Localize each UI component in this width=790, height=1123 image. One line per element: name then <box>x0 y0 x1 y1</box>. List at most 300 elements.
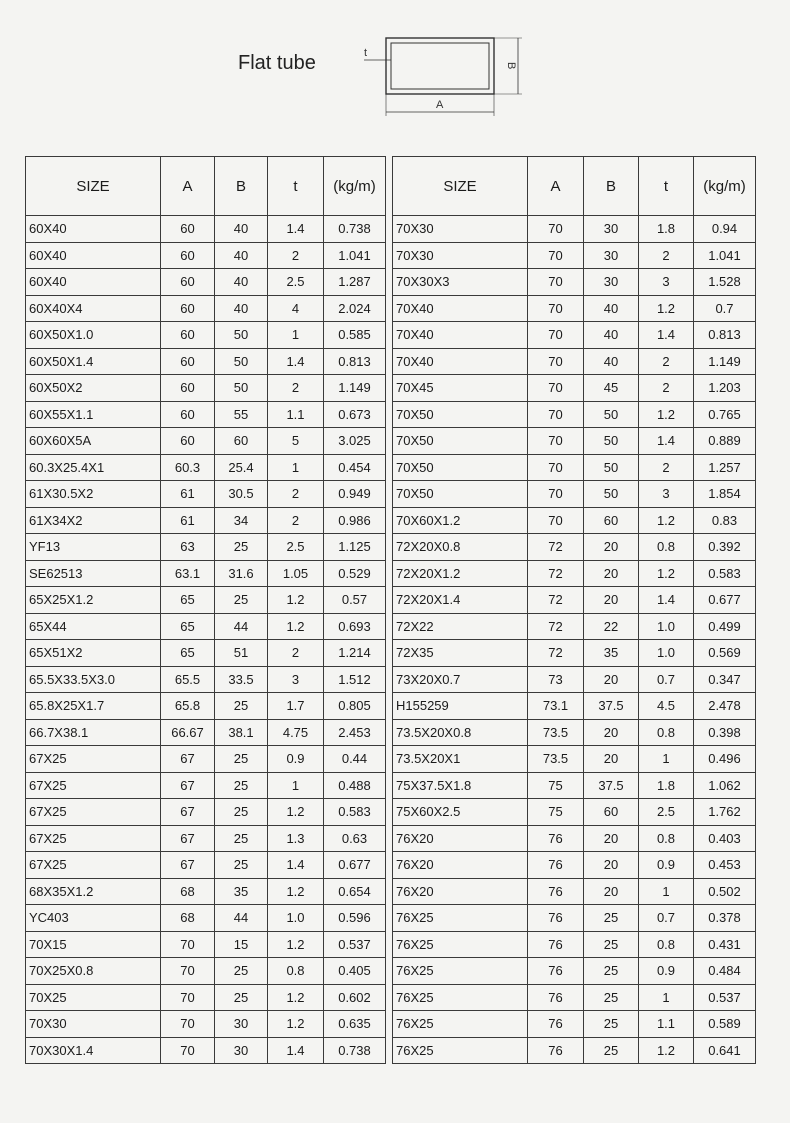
cell-weight: 0.529 <box>324 560 386 587</box>
cell-weight: 0.889 <box>694 428 756 455</box>
header-weight: (kg/m) <box>324 157 386 216</box>
cell-a: 65 <box>161 587 215 614</box>
table-row <box>26 693 386 720</box>
header-t: t <box>268 157 324 216</box>
cell-size: 72X35 <box>393 640 528 667</box>
diagram-label-t: t <box>364 47 368 59</box>
table-row <box>393 560 756 587</box>
cell-t: 0.8 <box>639 719 694 746</box>
cell-size: 73.5X20X1 <box>393 746 528 773</box>
cell-weight: 0.94 <box>694 216 756 243</box>
cell-size: 76X25 <box>393 984 528 1011</box>
cell-weight: 0.63 <box>324 825 386 852</box>
cell-b: 22 <box>584 613 639 640</box>
table-row <box>26 269 386 296</box>
cell-b: 20 <box>584 878 639 905</box>
cell-weight: 1.203 <box>694 375 756 402</box>
table-row <box>26 534 386 561</box>
cell-t: 1.4 <box>268 216 324 243</box>
cell-t: 1.0 <box>268 905 324 932</box>
cell-t: 1.2 <box>268 931 324 958</box>
cell-a: 76 <box>528 931 584 958</box>
cell-size: 65X25X1.2 <box>26 587 161 614</box>
cell-weight: 0.454 <box>324 454 386 481</box>
cell-a: 72 <box>528 613 584 640</box>
table-row <box>26 613 386 640</box>
table-row <box>26 958 386 985</box>
cell-b: 25 <box>215 825 268 852</box>
cell-a: 70 <box>161 1011 215 1038</box>
cell-weight: 2.453 <box>324 719 386 746</box>
cell-b: 15 <box>215 931 268 958</box>
cell-a: 70 <box>161 931 215 958</box>
cell-weight: 0.813 <box>324 348 386 375</box>
table-row <box>393 534 756 561</box>
cell-t: 1.4 <box>268 1037 324 1064</box>
cell-weight: 2.478 <box>694 693 756 720</box>
table-row <box>393 905 756 932</box>
cell-t: 1.0 <box>639 640 694 667</box>
cell-size: 68X35X1.2 <box>26 878 161 905</box>
cell-size: 65.8X25X1.7 <box>26 693 161 720</box>
table-row <box>393 507 756 534</box>
cell-size: 70X40 <box>393 322 528 349</box>
cell-t: 1.2 <box>268 1011 324 1038</box>
cell-weight: 0.502 <box>694 878 756 905</box>
table-row <box>393 613 756 640</box>
cell-t: 0.9 <box>639 852 694 879</box>
cell-b: 30 <box>584 269 639 296</box>
cell-b: 31.6 <box>215 560 268 587</box>
cell-t: 1.2 <box>639 1037 694 1064</box>
cell-weight: 0.499 <box>694 613 756 640</box>
cell-b: 20 <box>584 825 639 852</box>
cell-b: 25 <box>584 1037 639 1064</box>
cell-t: 2.5 <box>268 534 324 561</box>
cell-weight: 0.805 <box>324 693 386 720</box>
table-header-row <box>393 157 756 216</box>
cell-b: 44 <box>215 905 268 932</box>
cell-a: 76 <box>528 852 584 879</box>
cell-t: 5 <box>268 428 324 455</box>
cell-size: 72X22 <box>393 613 528 640</box>
cell-a: 76 <box>528 1011 584 1038</box>
cell-a: 72 <box>528 560 584 587</box>
cell-t: 1.2 <box>639 295 694 322</box>
cell-t: 3 <box>639 269 694 296</box>
cell-size: 72X20X1.4 <box>393 587 528 614</box>
cell-weight: 1.214 <box>324 640 386 667</box>
cell-t: 1.05 <box>268 560 324 587</box>
cell-b: 30 <box>215 1037 268 1064</box>
cell-weight: 0.496 <box>694 746 756 773</box>
cell-a: 67 <box>161 799 215 826</box>
cell-weight: 0.693 <box>324 613 386 640</box>
cell-b: 40 <box>215 295 268 322</box>
cell-size: 76X20 <box>393 825 528 852</box>
cell-weight: 0.378 <box>694 905 756 932</box>
diagram-label-b: B <box>505 62 517 70</box>
cell-t: 1.4 <box>639 322 694 349</box>
cell-b: 50 <box>215 348 268 375</box>
table-row <box>26 1011 386 1038</box>
cell-a: 68 <box>161 878 215 905</box>
cell-weight: 0.44 <box>324 746 386 773</box>
table-row <box>26 799 386 826</box>
cell-b: 25 <box>215 772 268 799</box>
cell-b: 25.4 <box>215 454 268 481</box>
cell-size: 70X50 <box>393 428 528 455</box>
cell-t: 2 <box>639 242 694 269</box>
cell-weight: 3.025 <box>324 428 386 455</box>
cell-a: 63 <box>161 534 215 561</box>
cell-size: 70X30X1.4 <box>26 1037 161 1064</box>
cell-weight: 0.583 <box>324 799 386 826</box>
cell-a: 70 <box>528 507 584 534</box>
cell-a: 72 <box>528 640 584 667</box>
table-row <box>26 454 386 481</box>
cell-t: 1.2 <box>268 984 324 1011</box>
cell-a: 60.3 <box>161 454 215 481</box>
cell-b: 51 <box>215 640 268 667</box>
cell-size: H155259 <box>393 693 528 720</box>
cell-a: 70 <box>161 958 215 985</box>
cell-b: 50 <box>584 428 639 455</box>
cell-size: YC403 <box>26 905 161 932</box>
cell-t: 1.4 <box>639 587 694 614</box>
cell-weight: 0.347 <box>694 666 756 693</box>
table-row <box>26 878 386 905</box>
cell-size: 70X30 <box>393 242 528 269</box>
cell-b: 33.5 <box>215 666 268 693</box>
cell-weight: 1.257 <box>694 454 756 481</box>
cell-a: 60 <box>161 348 215 375</box>
cell-weight: 0.738 <box>324 1037 386 1064</box>
cell-size: 65.5X33.5X3.0 <box>26 666 161 693</box>
cell-weight: 0.392 <box>694 534 756 561</box>
cell-weight: 0.677 <box>324 852 386 879</box>
table-row <box>393 454 756 481</box>
cell-b: 20 <box>584 587 639 614</box>
cell-b: 40 <box>584 322 639 349</box>
cell-weight: 0.537 <box>694 984 756 1011</box>
cell-weight: 0.403 <box>694 825 756 852</box>
cell-t: 2.5 <box>268 269 324 296</box>
cell-size: 70X15 <box>26 931 161 958</box>
cell-b: 55 <box>215 401 268 428</box>
cell-size: 70X30 <box>393 216 528 243</box>
cell-b: 25 <box>215 587 268 614</box>
header-weight: (kg/m) <box>694 157 756 216</box>
cell-weight: 0.673 <box>324 401 386 428</box>
cell-size: 72X20X0.8 <box>393 534 528 561</box>
cell-b: 30.5 <box>215 481 268 508</box>
table-row <box>393 640 756 667</box>
cell-size: 72X20X1.2 <box>393 560 528 587</box>
cell-size: 70X25 <box>26 984 161 1011</box>
cell-a: 60 <box>161 428 215 455</box>
cell-b: 34 <box>215 507 268 534</box>
cell-t: 1.2 <box>268 587 324 614</box>
cell-weight: 0.488 <box>324 772 386 799</box>
cell-b: 40 <box>215 269 268 296</box>
cell-t: 3 <box>639 481 694 508</box>
table-row <box>26 348 386 375</box>
header-a: A <box>528 157 584 216</box>
cell-size: 60X40 <box>26 269 161 296</box>
table-row <box>393 428 756 455</box>
cell-size: 76X25 <box>393 1011 528 1038</box>
table-row <box>393 322 756 349</box>
cell-a: 70 <box>161 984 215 1011</box>
table-row <box>393 719 756 746</box>
cell-t: 1 <box>268 772 324 799</box>
cell-a: 61 <box>161 507 215 534</box>
cell-size: 67X25 <box>26 825 161 852</box>
cell-weight: 0.569 <box>694 640 756 667</box>
cell-t: 1.1 <box>639 1011 694 1038</box>
table-row <box>26 746 386 773</box>
cell-a: 73.5 <box>528 719 584 746</box>
cell-size: 60X40 <box>26 216 161 243</box>
cell-size: 60X50X1.0 <box>26 322 161 349</box>
cell-weight: 0.537 <box>324 931 386 958</box>
table-row <box>26 984 386 1011</box>
cell-b: 50 <box>215 375 268 402</box>
cell-size: 70X40 <box>393 295 528 322</box>
cell-a: 70 <box>161 1037 215 1064</box>
cell-t: 4.75 <box>268 719 324 746</box>
cell-a: 76 <box>528 984 584 1011</box>
cell-weight: 0.583 <box>694 560 756 587</box>
table-row <box>26 905 386 932</box>
cell-t: 1.4 <box>268 348 324 375</box>
table-row <box>393 401 756 428</box>
cell-t: 1 <box>639 746 694 773</box>
table-row <box>26 216 386 243</box>
cell-t: 0.8 <box>639 931 694 958</box>
spec-table-left <box>25 156 386 1064</box>
cell-size: 70X50 <box>393 454 528 481</box>
cell-t: 2 <box>639 348 694 375</box>
tube-outer-outline <box>386 38 494 94</box>
cell-a: 73.1 <box>528 693 584 720</box>
cell-t: 1.0 <box>639 613 694 640</box>
cell-weight: 0.738 <box>324 216 386 243</box>
cell-b: 25 <box>584 1011 639 1038</box>
cell-b: 45 <box>584 375 639 402</box>
cell-b: 25 <box>584 984 639 1011</box>
cell-t: 1.2 <box>268 878 324 905</box>
cell-weight: 0.453 <box>694 852 756 879</box>
cell-a: 61 <box>161 481 215 508</box>
cell-a: 76 <box>528 878 584 905</box>
cell-b: 50 <box>584 481 639 508</box>
cell-a: 73 <box>528 666 584 693</box>
table-row <box>393 348 756 375</box>
cell-b: 25 <box>215 984 268 1011</box>
cell-t: 1 <box>268 454 324 481</box>
cell-t: 1.7 <box>268 693 324 720</box>
table-row <box>393 746 756 773</box>
cell-size: 70X40 <box>393 348 528 375</box>
cell-size: 65X44 <box>26 613 161 640</box>
cell-size: 76X20 <box>393 878 528 905</box>
cell-a: 70 <box>528 216 584 243</box>
table-row <box>393 375 756 402</box>
cell-t: 2.5 <box>639 799 694 826</box>
cell-t: 1 <box>268 322 324 349</box>
cell-t: 1.1 <box>268 401 324 428</box>
cell-a: 73.5 <box>528 746 584 773</box>
cell-size: 70X30 <box>26 1011 161 1038</box>
cell-size: 70X50 <box>393 481 528 508</box>
table-row <box>393 878 756 905</box>
header-b: B <box>215 157 268 216</box>
cell-weight: 1.062 <box>694 772 756 799</box>
cell-t: 0.8 <box>268 958 324 985</box>
diagram-label-a: A <box>436 99 444 111</box>
table-row <box>26 640 386 667</box>
cell-t: 1 <box>639 984 694 1011</box>
cell-weight: 1.512 <box>324 666 386 693</box>
cell-b: 37.5 <box>584 772 639 799</box>
cell-b: 25 <box>215 852 268 879</box>
cell-weight: 2.024 <box>324 295 386 322</box>
cell-b: 40 <box>215 242 268 269</box>
table-row <box>393 1037 756 1064</box>
cell-weight: 1.041 <box>324 242 386 269</box>
cell-a: 67 <box>161 825 215 852</box>
cell-weight: 0.654 <box>324 878 386 905</box>
cell-weight: 0.986 <box>324 507 386 534</box>
cell-b: 25 <box>584 931 639 958</box>
cell-a: 70 <box>528 295 584 322</box>
cell-a: 65 <box>161 640 215 667</box>
cell-b: 25 <box>215 799 268 826</box>
cell-b: 25 <box>215 693 268 720</box>
cell-size: 66.7X38.1 <box>26 719 161 746</box>
table-row <box>26 295 386 322</box>
cell-a: 60 <box>161 216 215 243</box>
spec-table-right <box>392 156 756 1064</box>
cell-weight: 0.585 <box>324 322 386 349</box>
table-row <box>26 666 386 693</box>
cell-b: 25 <box>584 905 639 932</box>
cell-t: 0.7 <box>639 666 694 693</box>
cell-size: 60X60X5A <box>26 428 161 455</box>
cell-size: 70X50 <box>393 401 528 428</box>
cell-size: 67X25 <box>26 746 161 773</box>
table-row <box>26 507 386 534</box>
cell-t: 4.5 <box>639 693 694 720</box>
cell-a: 70 <box>528 348 584 375</box>
cell-size: 76X25 <box>393 931 528 958</box>
cell-weight: 0.813 <box>694 322 756 349</box>
cell-weight: 1.149 <box>324 375 386 402</box>
cell-weight: 0.83 <box>694 507 756 534</box>
cell-weight: 0.57 <box>324 587 386 614</box>
cell-size: 61X30.5X2 <box>26 481 161 508</box>
cell-a: 67 <box>161 772 215 799</box>
cell-b: 37.5 <box>584 693 639 720</box>
cell-a: 70 <box>528 375 584 402</box>
cell-weight: 1.125 <box>324 534 386 561</box>
cell-size: 76X20 <box>393 852 528 879</box>
table-row <box>26 772 386 799</box>
cell-a: 60 <box>161 295 215 322</box>
cell-size: 76X25 <box>393 1037 528 1064</box>
cell-a: 66.67 <box>161 719 215 746</box>
cell-b: 60 <box>584 507 639 534</box>
cell-a: 75 <box>528 772 584 799</box>
header-a: A <box>161 157 215 216</box>
cell-weight: 0.765 <box>694 401 756 428</box>
cell-size: 60X55X1.1 <box>26 401 161 428</box>
cell-b: 30 <box>584 242 639 269</box>
table-row <box>393 242 756 269</box>
cell-t: 1.2 <box>639 507 694 534</box>
cell-a: 65.5 <box>161 666 215 693</box>
cell-weight: 0.398 <box>694 719 756 746</box>
cell-t: 2 <box>268 375 324 402</box>
cell-t: 4 <box>268 295 324 322</box>
cell-weight: 0.635 <box>324 1011 386 1038</box>
cell-b: 35 <box>584 640 639 667</box>
table-row <box>393 216 756 243</box>
cell-weight: 1.854 <box>694 481 756 508</box>
cell-t: 1.2 <box>639 401 694 428</box>
cell-t: 1 <box>639 878 694 905</box>
cell-b: 25 <box>215 746 268 773</box>
table-row <box>26 931 386 958</box>
cell-weight: 0.7 <box>694 295 756 322</box>
cell-t: 1.4 <box>268 852 324 879</box>
cell-a: 70 <box>528 428 584 455</box>
cell-a: 76 <box>528 1037 584 1064</box>
cell-weight: 0.602 <box>324 984 386 1011</box>
cell-t: 3 <box>268 666 324 693</box>
header-size: SIZE <box>26 157 161 216</box>
table-row <box>393 931 756 958</box>
cell-size: YF13 <box>26 534 161 561</box>
table-row <box>393 1011 756 1038</box>
cell-t: 0.9 <box>639 958 694 985</box>
cell-t: 0.9 <box>268 746 324 773</box>
cell-a: 68 <box>161 905 215 932</box>
cell-t: 2 <box>639 454 694 481</box>
cell-a: 72 <box>528 534 584 561</box>
cell-weight: 1.287 <box>324 269 386 296</box>
cell-b: 20 <box>584 534 639 561</box>
cell-t: 1.3 <box>268 825 324 852</box>
cell-t: 1.4 <box>639 428 694 455</box>
cell-a: 60 <box>161 401 215 428</box>
cell-size: 61X34X2 <box>26 507 161 534</box>
cell-b: 30 <box>215 1011 268 1038</box>
cell-size: 65X51X2 <box>26 640 161 667</box>
table-row <box>393 772 756 799</box>
cell-size: 70X30X3 <box>393 269 528 296</box>
cell-t: 2 <box>268 481 324 508</box>
header-size: SIZE <box>393 157 528 216</box>
cell-weight: 0.949 <box>324 481 386 508</box>
cell-b: 40 <box>584 348 639 375</box>
table-row <box>26 719 386 746</box>
cell-b: 20 <box>584 746 639 773</box>
cell-t: 1.8 <box>639 772 694 799</box>
cell-weight: 0.596 <box>324 905 386 932</box>
